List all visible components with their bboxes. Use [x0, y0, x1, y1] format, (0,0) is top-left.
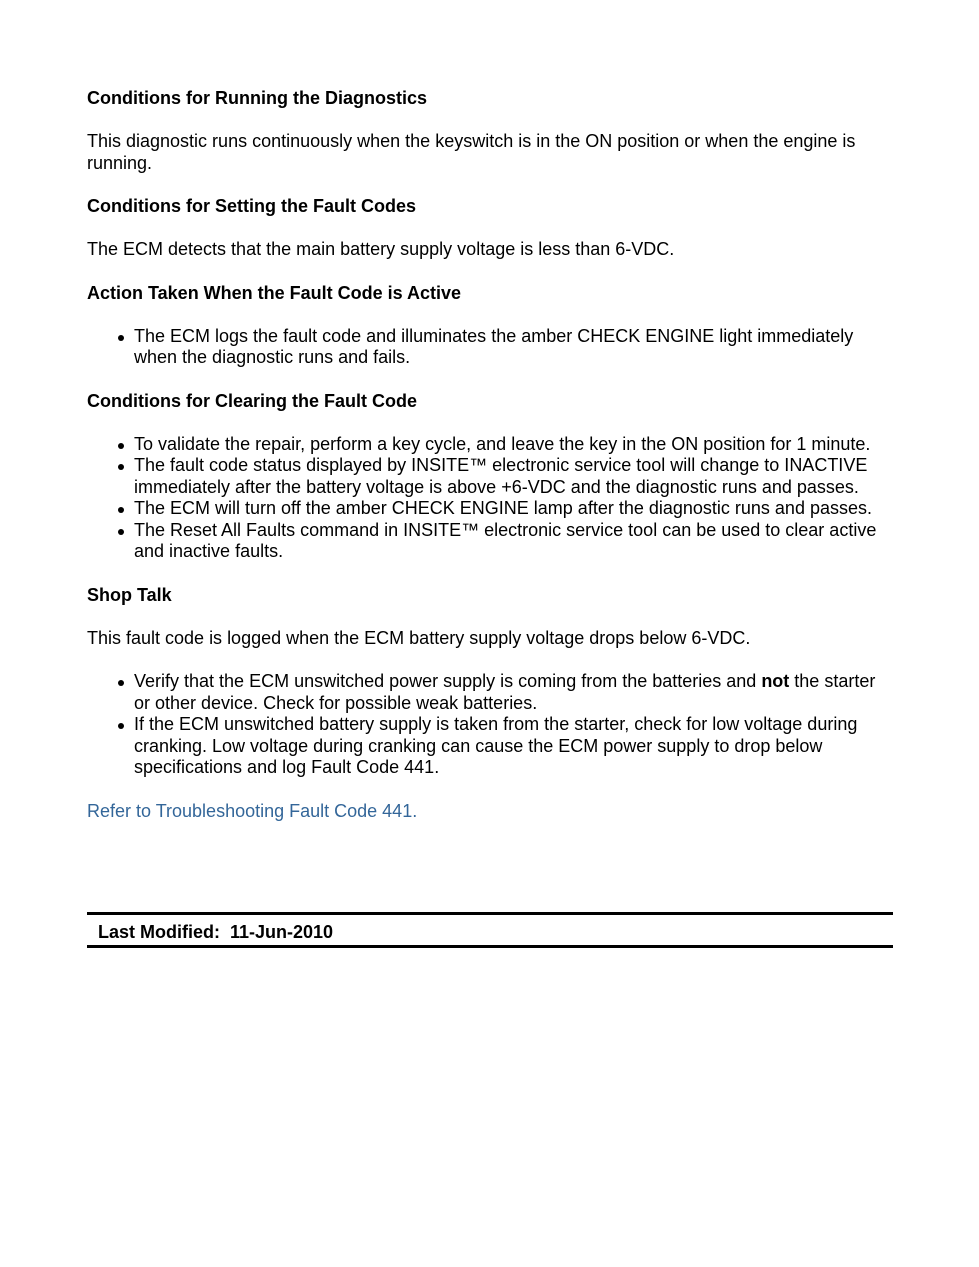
footer-bar	[87, 912, 893, 948]
shop-talk-list	[87, 671, 893, 779]
heading-action-taken: Action Taken When the Fault Code is Active	[87, 282, 462, 303]
heading-running-diagnostics: Conditions for Running the Diagnostics	[87, 88, 427, 108]
bullet-icon	[118, 680, 124, 686]
bullet-icon	[118, 529, 124, 535]
list-item-text: To validate the repair, perform a key cycle, and leave the key in the ON position for 1 minute.	[134, 433, 871, 454]
list-item-text: The ECM will turn off the amber CHECK ENGINE lamp after the diagnostic runs and passes.	[134, 498, 872, 518]
action-taken-list	[87, 326, 893, 369]
heading-shop-talk: Shop Talk	[87, 584, 172, 605]
bullet-icon	[118, 443, 124, 449]
clearing-fault-code-list	[87, 434, 893, 563]
shop-talk-text: This fault code is logged when the ECM battery supply voltage drops below 6-VDC.	[87, 627, 751, 648]
list-item	[87, 520, 893, 563]
heading-clearing-fault-code: Conditions for Clearing the Fault Code	[87, 390, 417, 411]
list-item-text: If the ECM unswitched battery supply is taken from the starter, check for low voltage during cranking. Low voltage during cranking can cause the ECM power supply to drop below specifications and log Fault Code 441.	[134, 714, 858, 777]
troubleshooting-fault-code-441-link[interactable]: Refer to Troubleshooting Fault Code 441.	[87, 800, 418, 821]
list-item	[87, 714, 893, 779]
bullet-icon	[118, 464, 124, 470]
document-body	[87, 88, 893, 822]
bullet-icon	[118, 335, 124, 341]
list-item	[87, 671, 893, 714]
running-diagnostics-text: This diagnostic runs continuously when the keyswitch is in the ON position or when the engine is running.	[87, 131, 856, 173]
heading-setting-fault-codes: Conditions for Setting the Fault Codes	[87, 196, 416, 216]
list-item	[87, 434, 893, 456]
last-modified-label: Last Modified: 11-Jun-2010	[98, 922, 334, 942]
emphasis-not: not	[761, 671, 790, 691]
list-item	[87, 326, 893, 369]
list-item	[87, 498, 893, 520]
list-item-text: The Reset All Faults command in INSITE™ electronic service tool can be used to clear active and inactive faults.	[134, 519, 877, 561]
setting-fault-codes-text: The ECM detects that the main battery supply voltage is less than 6-VDC.	[87, 239, 675, 259]
bullet-icon	[118, 507, 124, 513]
bullet-icon	[118, 723, 124, 729]
list-item-text-part: Verify that the ECM unswitched power supply is coming from the batteries and	[134, 671, 762, 691]
list-item	[87, 455, 893, 498]
list-item-text: The fault code status displayed by INSITE™ electronic service tool will change to INACTIVE immediately after the battery voltage is above +6-VDC and the diagnostic runs and passes.	[134, 455, 868, 497]
list-item-text-part: the starter or other device. Check for possible weak batteries.	[134, 671, 876, 713]
list-item-text: The ECM logs the fault code and illuminates the amber CHECK ENGINE light immediately when the diagnostic runs and fails.	[134, 325, 854, 367]
